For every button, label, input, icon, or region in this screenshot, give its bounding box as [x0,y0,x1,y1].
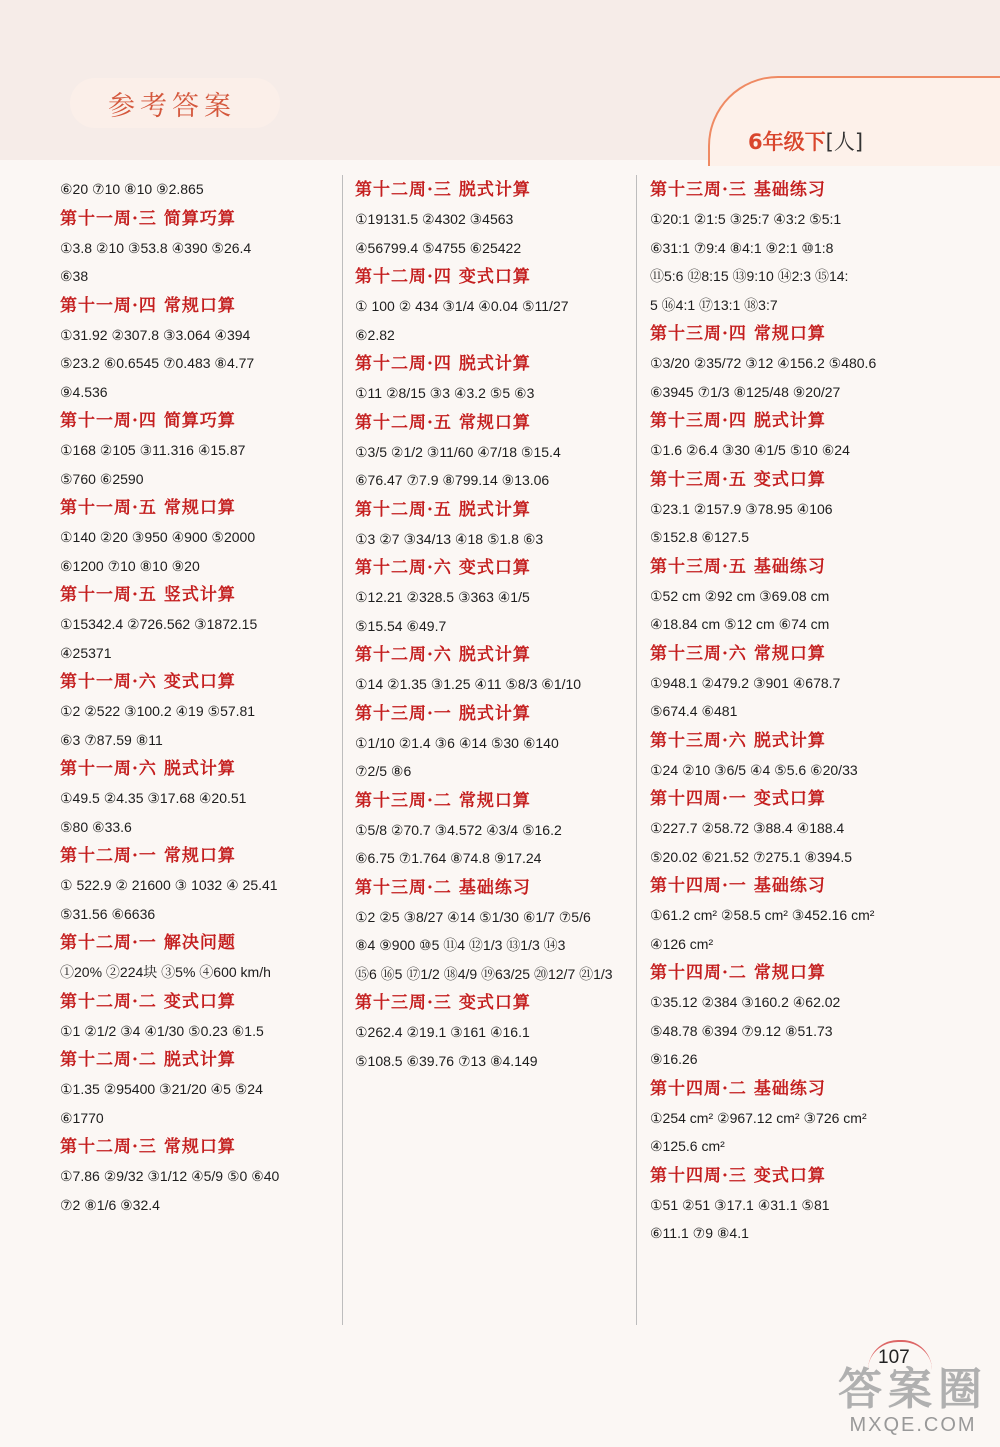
answer-section [355,988,630,1075]
section-title-text: 第十二周·四 脱式计算 [355,354,531,374]
section-title-text: 第十三周·六 脱式计算 [650,730,826,751]
column-divider [342,175,343,1325]
answer-line: ⑥76.47 ⑦7.9 ⑧799.14 ⑨13.06 [355,472,550,488]
section-title [650,784,950,814]
answer-line: ⑥6.75 ⑦1.764 ⑧74.8 ⑨17.24 [355,850,542,866]
answer-line: ①20% ②224块 ③5% ④600 km/h [60,964,271,980]
section-title [60,987,335,1017]
section-title [355,553,630,583]
section-title-text: 第十二周·一 常规口算 [60,846,236,866]
section-title-text: 第十二周·三 脱式计算 [355,180,531,200]
answer-line: ①49.5 ②4.35 ③17.68 ④20.51 [60,790,247,806]
section-title-text: 第十一周·五 常规口算 [60,498,236,518]
answer-section [355,408,630,495]
answer-line: ①3.8 ②10 ③53.8 ④390 ⑤26.4 [60,239,252,256]
answer-section [650,958,950,1074]
section-title [650,958,950,988]
section-title-text: 第十二周·六 脱式计算 [355,645,531,665]
section-title-text: 第十一周·六 脱式计算 [60,759,236,779]
answer-line: ①262.4 ②19.1 ③161 ④16.1 [355,1024,530,1040]
section-title-text: 第十二周·一 解决问题 [60,933,236,953]
section-title [355,262,630,292]
section-title-text: 第十一周·四 简算巧算 [60,411,236,431]
section-title-text: 第十二周·三 常规口算 [60,1137,236,1157]
answer-line: ①1.35 ②95400 ③21/20 ④5 ⑤24 [60,1081,263,1097]
answer-line: ①19131.5 ②4302 ③4563 [355,211,514,227]
section-title [355,786,630,816]
section-title [650,871,950,901]
answer-line: ①2 ②5 ③8/27 ④14 ⑤1/30 ⑥1/7 ⑦5/6 [355,908,591,925]
answer-line: ⑮6 ⑯5 ⑰1/2 ⑱4/9 ⑲63/25 ⑳12/7 ㉑1/3 [355,965,613,982]
section-title [60,1045,335,1075]
section-title [60,667,335,697]
section-title [60,493,335,523]
answer-line: ⑥2.82 [355,326,395,343]
section-title-text: 第十三周·三 基础练习 [650,180,826,200]
answer-section [650,406,950,465]
answer-line: ⑦2/5 ⑧6 [355,763,412,779]
section-title [60,204,335,234]
section-title-text: 第十三周·二 基础练习 [355,877,531,898]
answer-section [355,640,630,699]
section-title [355,699,630,729]
answer-section [60,291,335,407]
answer-line: ①51 ②51 ③17.1 ④31.1 ⑤81 [650,1196,830,1213]
section-title-text: 第十三周·四 常规口算 [650,324,826,344]
answer-line: ①12.21 ②328.5 ③363 ④1/5 [355,589,530,605]
answer-line: ⑤760 ⑥2590 [60,470,144,487]
section-title [60,580,335,610]
answer-section [60,406,335,493]
answer-section [650,319,950,406]
section-title [650,465,950,495]
answer-line: ⑦2 ⑧1/6 ⑨32.4 [60,1196,160,1213]
answer-section [60,1045,335,1132]
answer-section [60,841,335,928]
answer-section [60,928,335,987]
answer-line: ①24 ②10 ③6/5 ④4 ⑤5.6 ⑥20/33 [650,761,858,778]
answer-line: ①1/10 ②1.4 ③6 ④14 ⑤30 ⑥140 [355,734,559,751]
section-title-text: 第十三周·五 基础练习 [650,556,826,577]
answer-section [650,784,950,871]
page-number: 107 [878,1347,910,1368]
answer-section [355,786,630,873]
answer-line: ⑤48.78 ⑥394 ⑦9.12 ⑧51.73 [650,1022,833,1039]
answer-line: ⑤80 ⑥33.6 [60,818,132,835]
answer-line: ①3 ②7 ③34/13 ④18 ⑤1.8 ⑥3 [355,530,544,547]
answer-line: ①5/8 ②70.7 ③4.572 ④3/4 ⑤16.2 [355,821,562,838]
section-title-text: 第十四周·一 基础练习 [650,876,826,896]
answer-line: ⑥3 ⑦87.59 ⑧11 [60,731,163,748]
answer-section [650,639,950,726]
answer-line: ①254 cm² ②967.12 cm² ③726 cm² [650,1109,867,1126]
section-title [355,175,630,205]
section-title [355,349,630,379]
section-title [650,1161,950,1191]
section-title [60,291,335,321]
answer-line: ①35.12 ②384 ③160.2 ④62.02 [650,994,841,1010]
section-title-text: 第十三周·二 常规口算 [355,790,531,811]
answer-line: ⑥11.1 ⑦9 ⑧4.1 [650,1225,749,1241]
section-title [650,1074,950,1104]
section-title [60,841,335,871]
answer-section [355,873,630,989]
section-title-text: 第十四周·二 基础练习 [650,1078,826,1099]
watermark [838,1366,988,1437]
answer-section [650,465,950,552]
answer-line: ① 522.9 ② 21600 ③ 1032 ④ 25.41 [60,877,278,893]
answer-line: ① 100 ② 434 ③1/4 ④0.04 ⑤11/27 [355,298,569,314]
answer-section [355,262,630,349]
answer-section [355,553,630,640]
answer-line: ④18.84 cm ⑤12 cm ⑥74 cm [650,616,830,632]
answer-line: ①14 ②1.35 ③1.25 ④11 ⑤8/3 ⑥1/10 [355,676,582,692]
section-title [650,319,950,349]
answer-line: ⑥1200 ⑦10 ⑧10 ⑨20 [60,557,200,574]
section-title [60,928,335,958]
answer-line: ⑥31:1 ⑦9:4 ⑧4:1 ⑨2:1 ⑩1:8 [650,239,834,256]
answer-section [60,667,335,754]
answer-line: ⑥1770 [60,1109,104,1126]
answer-line: ⑥3945 ⑦1/3 ⑧125/48 ⑨20/27 [650,383,841,400]
answer-line: ④125.6 cm² [650,1138,725,1154]
section-title [60,754,335,784]
section-title-text: 第十二周·四 变式口算 [355,267,531,287]
answer-section [650,175,950,319]
answer-column-1 [60,175,335,1347]
answer-line: ④126 cm² [650,935,714,952]
section-title-text: 第十三周·五 变式口算 [650,469,826,490]
answer-column-2 [355,175,630,1347]
answer-line: 5 ⑯4:1 ⑰13:1 ⑱3:7 [650,296,778,313]
column-divider [636,175,637,1325]
answer-line: ⑤23.2 ⑥0.6545 ⑦0.483 ⑧4.77 [60,355,255,371]
section-title-text: 第十三周·四 脱式计算 [650,411,826,431]
watermark-url: MXQE.COM [849,1414,977,1436]
answer-line: ④25371 [60,644,112,661]
section-title [650,406,950,436]
answer-section [650,1161,950,1248]
answer-line: ⑨16.26 [650,1051,698,1067]
section-title-text: 第十四周·一 变式口算 [650,789,826,809]
answer-section [60,204,335,291]
answer-line: ⑧4 ⑨900 ⑩5 ⑪4 ⑫1/3 ⑬1/3 ⑭3 [355,937,566,953]
answer-line: ⑪5:6 ⑫8:15 ⑬9:10 ⑭2:3 ⑮14: [650,268,849,284]
section-title-text: 第十一周·六 变式口算 [60,672,236,692]
answer-line: ⑥38 [60,268,89,284]
answer-line: ⑤15.54 ⑥49.7 [355,617,447,634]
section-title-text: 第十二周·五 常规口算 [355,412,531,433]
section-title [650,726,950,756]
answer-section [355,175,630,262]
answer-line: ①168 ②105 ③11.316 ④15.87 [60,442,246,458]
answer-line: ①2 ②522 ③100.2 ④19 ⑤57.81 [60,703,256,719]
answer-line: ①3/20 ②35/72 ③12 ④156.2 ⑤480.6 [650,355,877,371]
section-title-text: 第十一周·三 简算巧算 [60,208,236,229]
answer-line: ①20:1 ②1:5 ③25:7 ④3:2 ⑤5:1 [650,211,842,227]
answer-line: ⑤108.5 ⑥39.76 ⑦13 ⑧4.149 [355,1052,538,1069]
answer-line: ④56799.4 ⑤4755 ⑥25422 [355,239,522,256]
answer-line: ⑨4.536 [60,383,108,400]
answer-section [60,754,335,841]
answer-line: ①948.1 ②479.2 ③901 ④678.7 [650,674,841,691]
section-title [650,175,950,205]
answer-line: ①52 cm ②92 cm ③69.08 cm [650,587,830,604]
section-title [60,406,335,436]
page-title: 参考答案 [108,91,236,122]
section-title [355,408,630,438]
answer-line: ①227.7 ②58.72 ③88.4 ④188.4 [650,820,845,836]
answer-line: ①140 ②20 ③950 ④900 ⑤2000 [60,529,256,545]
answer-line: ①31.92 ②307.8 ③3.064 ④394 [60,326,251,343]
answer-line: ⑤31.56 ⑥6636 [60,905,156,922]
answer-line: ①23.1 ②157.9 ③78.95 ④106 [650,500,833,517]
answer-section [60,580,335,667]
answer-section [60,987,335,1046]
answer-line: ①61.2 cm² ②58.5 cm² ③452.16 cm² [650,907,875,923]
answer-column-3 [650,175,950,1347]
answer-section [650,1074,950,1161]
answer-line: ⑥20 ⑦10 ⑧10 ⑨2.865 [60,181,204,197]
section-title [650,639,950,669]
answer-section [650,871,950,958]
answer-section [60,175,335,204]
answer-section [60,1132,335,1219]
section-title-text: 第十四周·二 常规口算 [650,963,826,983]
answer-section [650,726,950,785]
answer-line: ⑤674.4 ⑥481 [650,703,738,719]
section-title [355,495,630,525]
section-title-text: 第十二周·六 变式口算 [355,558,531,578]
section-title-text: 第十三周·一 脱式计算 [355,703,531,724]
section-title [355,640,630,670]
answer-line: ⑤152.8 ⑥127.5 [650,529,750,545]
section-title-text: 第十二周·二 变式口算 [60,991,236,1012]
answer-section [355,495,630,554]
section-title [355,873,630,903]
answer-line: ①3/5 ②1/2 ③11/60 ④7/18 ⑤15.4 [355,443,561,460]
section-title-text: 第十一周·五 竖式计算 [60,585,236,605]
answer-line: ①11 ②8/15 ③3 ④3.2 ⑤5 ⑥3 [355,385,535,401]
section-title [650,552,950,582]
section-title-text: 第十三周·三 变式口算 [355,993,531,1013]
answer-line: ①1.6 ②6.4 ③30 ④1/5 ⑤10 ⑥24 [650,442,850,458]
answer-section [355,699,630,786]
answer-line: ⑤20.02 ⑥21.52 ⑦275.1 ⑧394.5 [650,848,853,865]
grade-label [748,126,863,156]
answer-line: ①7.86 ②9/32 ③1/12 ④5/9 ⑤0 ⑥40 [60,1168,280,1184]
answer-section [650,552,950,639]
section-title-text: 第十四周·三 变式口算 [650,1165,826,1186]
section-title-text: 第十二周·五 脱式计算 [355,499,531,520]
edition-text: [人] [825,130,864,154]
grade-text: 6年级下 [748,130,826,154]
answer-line: ①15342.4 ②726.562 ③1872.15 [60,616,258,632]
section-title-text: 第十三周·六 常规口算 [650,643,826,664]
answer-section [355,349,630,408]
section-title-text: 第十一周·四 常规口算 [60,295,236,316]
answer-section [60,493,335,580]
watermark-logo-text: 答案圈 [838,1365,988,1414]
answer-line: ①1 ②1/2 ③4 ④1/30 ⑤0.23 ⑥1.5 [60,1022,264,1039]
section-title-text: 第十二周·二 脱式计算 [60,1050,236,1070]
section-title [355,988,630,1018]
section-title [60,1132,335,1162]
